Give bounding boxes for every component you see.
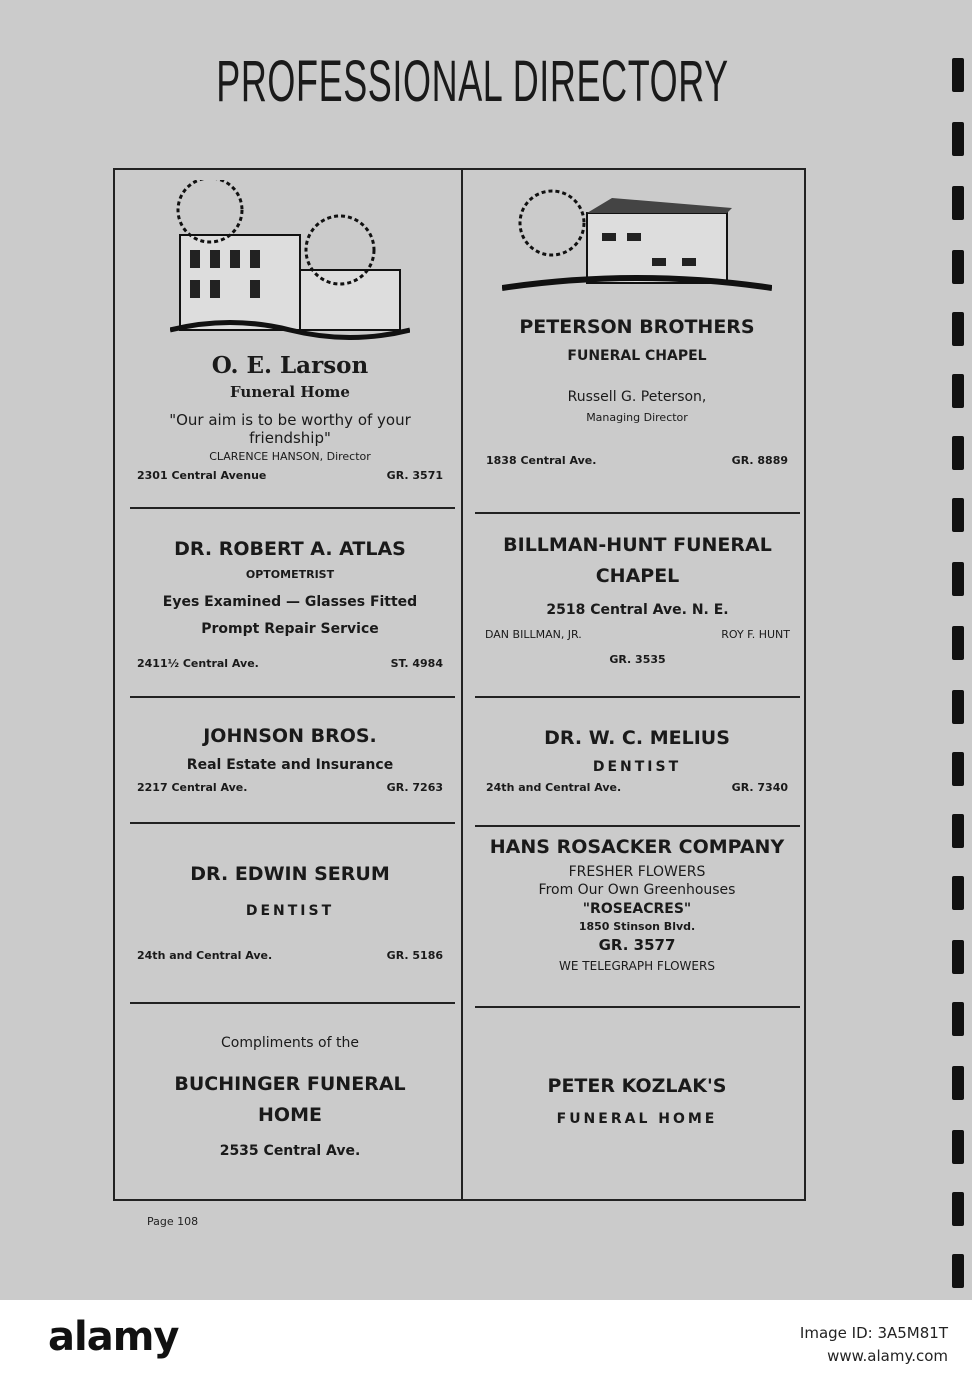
service-line: Prompt Repair Service <box>201 621 379 637</box>
larson-listing <box>125 180 455 482</box>
business-name: BUCHINGER FUNERAL HOME <box>174 1073 406 1126</box>
divider <box>475 1006 800 1008</box>
address: 2535 Central Ave. <box>219 1143 361 1159</box>
divider <box>130 507 455 509</box>
address: 2518 Central Ave. N. E. <box>546 602 729 618</box>
compliments-text: Compliments of the <box>221 1035 359 1051</box>
contact-row <box>137 781 443 794</box>
phone: GR. 7263 <box>386 781 443 794</box>
serum-listing <box>125 863 455 962</box>
phone: GR. 3535 <box>609 653 666 666</box>
address: 1838 Central Ave. <box>486 454 597 467</box>
phone: ST. 4984 <box>390 657 443 670</box>
business-subtitle: Funeral Home <box>230 383 350 401</box>
business-subtitle: FUNERAL CHAPEL <box>567 348 707 364</box>
business-subtitle: Real Estate and Insurance <box>186 757 394 773</box>
page-number: Page 108 <box>147 1215 199 1228</box>
business-name: O. E. Larson <box>211 352 369 379</box>
atlas-listing <box>125 538 455 670</box>
address: 1850 Stinson Blvd. <box>578 920 696 933</box>
divider <box>475 512 800 514</box>
phone: GR. 3577 <box>598 936 676 954</box>
alamy-logo: alamy <box>48 1314 179 1360</box>
peterson-listing <box>472 183 802 467</box>
service-line: Eyes Examined — Glasses Fitted <box>162 594 418 610</box>
billman-hunt-listing <box>485 530 790 666</box>
business-name: JOHNSON BROS. <box>203 725 377 747</box>
tagline: From Our Own Greenhouses <box>538 882 736 898</box>
business-name: HANS ROSACKER COMPANY <box>489 836 785 858</box>
image-id: Image ID: 3A5M81T <box>799 1324 948 1342</box>
contact-row <box>137 949 443 962</box>
contact-row <box>137 469 443 482</box>
business-name: DR. EDWIN SERUM <box>190 863 390 885</box>
funeral-home-illustration <box>170 180 410 340</box>
address: 2301 Central Avenue <box>137 469 267 482</box>
contact-row <box>486 454 788 467</box>
watermark-bar <box>0 1300 972 1390</box>
johnson-listing <box>125 725 455 794</box>
address: 24th and Central Ave. <box>137 949 273 962</box>
business-name: PETERSON BROTHERS <box>519 316 755 338</box>
business-subtitle: DENTIST <box>592 759 682 775</box>
divider <box>130 1002 455 1004</box>
phone: GR. 7340 <box>731 781 788 794</box>
contact-row <box>486 781 788 794</box>
business-name: DR. ROBERT A. ATLAS <box>174 538 406 560</box>
tagline: WE TELEGRAPH FLOWERS <box>559 959 715 973</box>
buchinger-listing <box>145 1035 435 1159</box>
divider <box>130 696 455 698</box>
business-subtitle: FUNERAL HOME <box>556 1111 718 1127</box>
business-name: PETER KOZLAK'S <box>547 1075 727 1097</box>
tagline: FRESHER FLOWERS <box>568 864 706 880</box>
role: Managing Director <box>586 411 688 424</box>
business-subtitle: OPTOMETRIST <box>245 568 335 581</box>
slogan: "Our aim is to be worthy of your friendship" <box>169 411 411 447</box>
melius-listing <box>472 727 802 794</box>
phone: GR. 8889 <box>731 454 788 467</box>
chapel-illustration <box>502 183 772 298</box>
person: DAN BILLMAN, JR. <box>485 628 582 641</box>
person: ROY F. HUNT <box>721 628 790 641</box>
address: 2411½ Central Ave. <box>137 657 259 670</box>
people-row <box>485 628 790 641</box>
divider <box>475 825 800 827</box>
phone: GR. 5186 <box>386 949 443 962</box>
brand-name: "ROSEACRES" <box>582 901 692 917</box>
address: 24th and Central Ave. <box>486 781 622 794</box>
divider <box>130 822 455 824</box>
address: 2217 Central Ave. <box>137 781 248 794</box>
rosacker-listing <box>472 836 802 973</box>
director: CLARENCE HANSON, Director <box>209 450 371 463</box>
image-info <box>800 1322 948 1368</box>
business-name: BILLMAN-HUNT FUNERAL CHAPEL <box>503 534 772 587</box>
business-subtitle: DENTIST <box>245 903 335 919</box>
page-title: PROFESSIONAL DIRECTORY <box>216 49 729 114</box>
column-divider <box>461 170 463 1200</box>
person: Russell G. Peterson, <box>567 389 707 405</box>
business-name: DR. W. C. MELIUS <box>544 727 730 749</box>
contact-row <box>137 657 443 670</box>
phone: GR. 3571 <box>386 469 443 482</box>
divider <box>475 696 800 698</box>
source-url: www.alamy.com <box>827 1347 948 1365</box>
kozlak-listing <box>472 1075 802 1127</box>
